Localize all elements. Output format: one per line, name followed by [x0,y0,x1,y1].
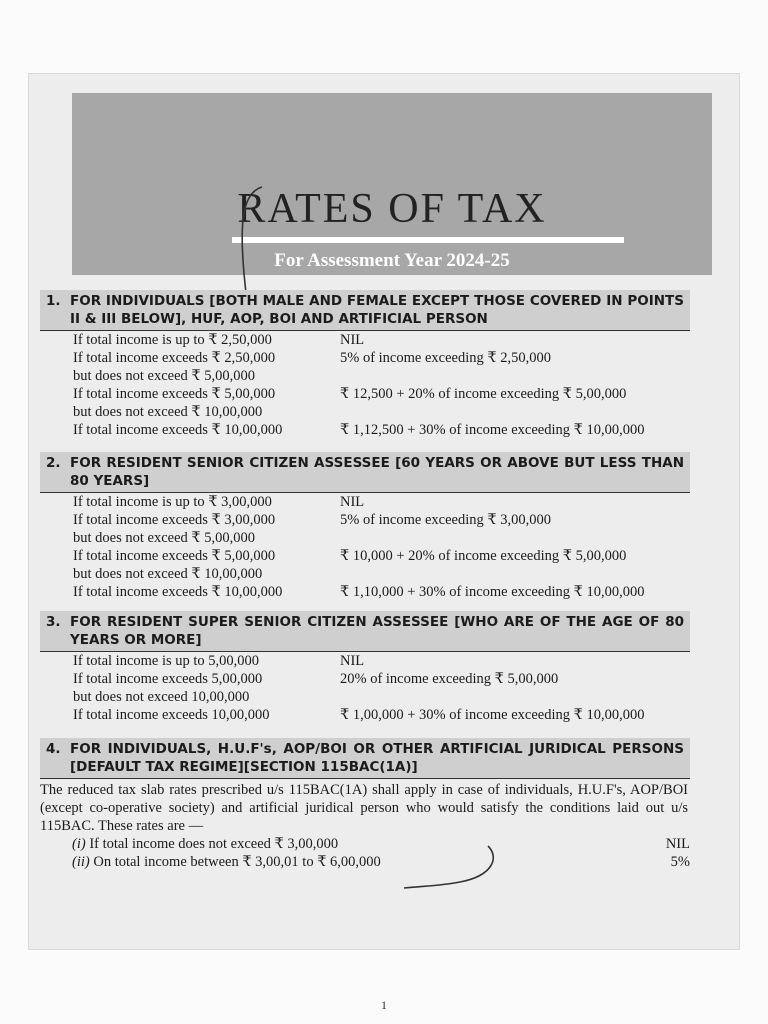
rate-cell: ₹ 12,500 + 20% of income exceeding ₹ 5,00,000 [340,386,627,402]
section-heading [40,452,690,493]
rate-cell: 20% of income exceeding ₹ 5,00,000 [340,671,559,687]
rate-row [40,367,690,385]
rate-row [40,652,690,670]
rate-row [40,403,690,421]
condition-cell: but does not exceed ₹ 10,00,000 [73,566,263,582]
rate-row [40,511,690,529]
rate-cell: 5% of income exceeding ₹ 2,50,000 [340,350,551,366]
section-3 [40,611,690,724]
list-item-body: On total income between ₹ 3,00,01 to ₹ 6,00,000 [93,854,381,870]
condition-cell: If total income is up to ₹ 2,50,000 [73,332,272,348]
rate-row [40,670,690,688]
list-item [40,835,690,853]
rate-row [40,688,690,706]
list-item-text [40,835,630,853]
rate-row [40,529,690,547]
section-number: 3. [46,614,61,630]
condition-cell: If total income exceeds ₹ 10,00,000 [73,422,283,438]
section-heading-text: FOR INDIVIDUALS [BOTH MALE AND FEMALE EXCEPT THOSE COVERED IN POINTS II & III BELOW], HUF, AOP, BOI AND ARTIFICIAL PERSON [70,293,684,327]
rate-cell: NIL [340,653,365,669]
section-number: 4. [46,741,61,757]
rate-cell [340,688,690,706]
rate-cell [340,403,690,421]
list-item-label: (ii) [72,854,90,870]
section-paragraph: The reduced tax slab rates prescribed u/s 115BAC(1A) shall apply in case of individuals, H.U.F's, AOP/BOI (except co-operative society) and artificial juridical person who would satisfy the conditions laid out u/s 115BAC. These rates are — [40,782,688,834]
rate-cell: ₹ 10,000 + 20% of income exceeding ₹ 5,00,000 [340,548,627,564]
list-item-value: 5% [670,854,690,870]
list-item-label: (i) [72,836,86,852]
condition-cell: If total income exceeds ₹ 5,00,000 [73,548,276,564]
condition-cell: If total income exceeds 5,00,000 [73,671,263,687]
section-heading [40,611,690,652]
condition-cell: but does not exceed ₹ 5,00,000 [73,530,255,546]
rate-row [40,706,690,724]
section-heading-text: FOR RESIDENT SUPER SENIOR CITIZEN ASSESSEE [WHO ARE OF THE AGE OF 80 YEARS OR MORE] [70,614,684,648]
section-heading-text: FOR RESIDENT SENIOR CITIZEN ASSESSEE [60 YEARS OR ABOVE BUT LESS THAN 80 YEARS] [70,455,684,489]
condition-cell: If total income exceeds ₹ 10,00,000 [73,584,283,600]
rate-table [40,331,690,439]
section-heading [40,738,690,779]
rate-row [40,547,690,565]
page-number: 1 [381,998,387,1012]
condition-cell: If total income is up to ₹ 3,00,000 [73,494,272,510]
rate-row [40,583,690,601]
rate-cell [340,529,690,547]
rate-table [40,652,690,724]
title-banner [72,93,712,275]
title-underline [232,237,624,243]
condition-cell: If total income exceeds 10,00,000 [73,707,270,723]
condition-cell: If total income exceeds ₹ 2,50,000 [73,350,276,366]
rate-table [40,493,690,601]
condition-cell: but does not exceed ₹ 10,00,000 [73,404,263,420]
rate-row [40,565,690,583]
section-number: 1. [46,293,61,309]
condition-cell: If total income exceeds ₹ 5,00,000 [73,386,276,402]
rate-row [40,349,690,367]
condition-cell: If total income is up to 5,00,000 [73,653,260,669]
section-1 [40,290,690,439]
rate-row [40,493,690,511]
condition-cell: If total income exceeds ₹ 3,00,000 [73,512,276,528]
list-item-value: NIL [665,836,690,852]
list-item-text [40,853,630,871]
section-number: 2. [46,455,61,471]
rate-cell: 5% of income exceeding ₹ 3,00,000 [340,512,551,528]
page-subtitle: For Assessment Year 2024-25 [274,250,510,271]
rate-cell [340,565,690,583]
rate-cell: ₹ 1,12,500 + 30% of income exceeding ₹ 10,00,000 [340,422,645,438]
condition-cell: but does not exceed 10,00,000 [73,689,250,705]
section-heading-text: FOR INDIVIDUALS, H.U.F's, AOP/BOI OR OTHER ARTIFICIAL JURIDICAL PERSONS [DEFAULT TAX REGIME][SECTION 115BAC(1A)] [70,741,684,775]
rate-cell: NIL [340,494,365,510]
rate-row [40,385,690,403]
condition-cell: but does not exceed ₹ 5,00,000 [73,368,255,384]
section-4 [40,738,690,871]
rate-cell [340,367,690,385]
section-heading [40,290,690,331]
pen-scribble-mark [400,842,510,892]
rate-row [40,421,690,439]
list-item [40,853,690,871]
page-title: RATES OF TAX [237,186,547,232]
rate-cell: ₹ 1,10,000 + 30% of income exceeding ₹ 10,00,000 [340,584,645,600]
rate-row [40,331,690,349]
list-item-body: If total income does not exceed ₹ 3,00,000 [89,836,339,852]
rate-cell: NIL [340,332,365,348]
rate-cell: ₹ 1,00,000 + 30% of income exceeding ₹ 10,00,000 [340,707,645,723]
section-2 [40,452,690,601]
pen-bracket-mark [232,183,272,303]
